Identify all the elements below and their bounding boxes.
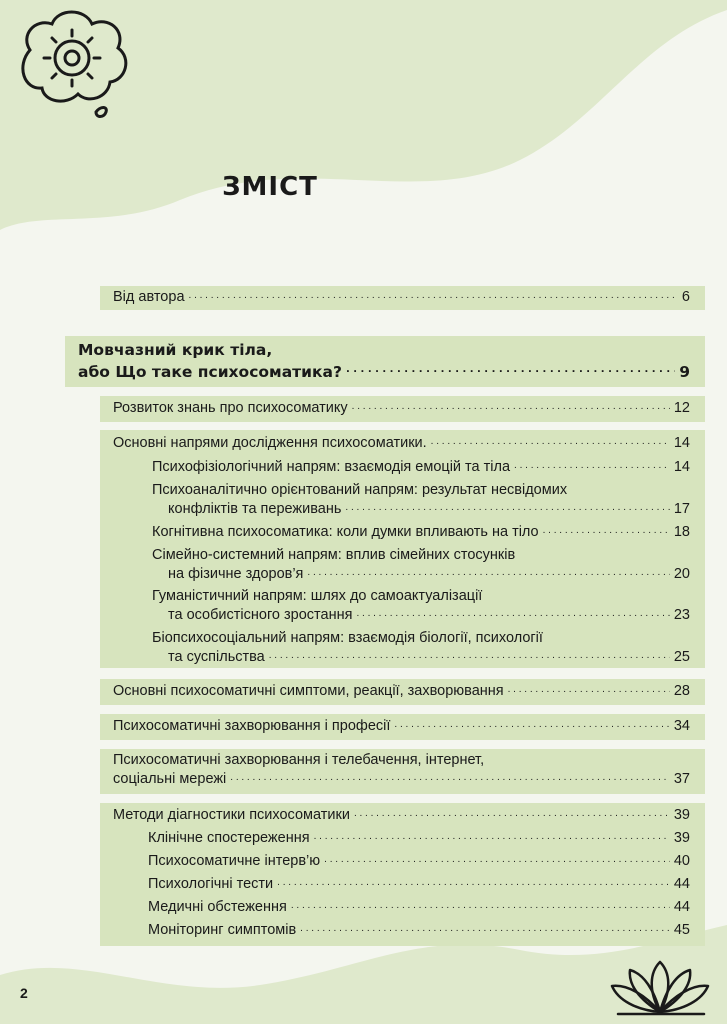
toc-entry-page: 12 xyxy=(673,400,690,416)
toc-entry-symptomy[interactable] xyxy=(113,682,690,701)
dot-leader xyxy=(189,292,678,307)
toc-entry-page: 39 xyxy=(673,807,690,823)
toc-entry-profesii[interactable] xyxy=(113,717,690,736)
toc-entry-page: 39 xyxy=(673,830,690,846)
toc-entry-page: 23 xyxy=(673,607,690,623)
toc-entry-obstezhennia[interactable] xyxy=(148,898,690,917)
toc-entry-psykhofiziol[interactable] xyxy=(152,458,690,477)
toc-entry-title-line1: Мовчазний крик тіла, xyxy=(78,341,273,359)
toc-entry-movchaznyi[interactable] xyxy=(78,339,690,383)
toc-entry-title: Розвиток знань про психосоматику xyxy=(113,400,348,416)
toc-entry-monitorynh[interactable] xyxy=(148,921,690,940)
toc-entry-kohnityvna[interactable] xyxy=(152,523,690,542)
toc-entry-title-line1: Біопсихосоціальний напрям: взаємодія біології, психології xyxy=(152,630,543,646)
page-number: 2 xyxy=(20,985,28,1001)
dot-leader xyxy=(543,527,670,542)
dot-leader xyxy=(394,721,669,736)
toc-entry-page: 20 xyxy=(673,566,690,582)
toc-entry-page: 37 xyxy=(673,771,690,787)
page-title: ЗМІСТ xyxy=(222,172,318,202)
toc-entry-biopsykho[interactable] xyxy=(152,629,690,667)
toc-entry-psykhoanalit[interactable] xyxy=(152,481,690,519)
toc-entry-title-line2: соціальні мережі xyxy=(113,771,227,787)
toc-entry-page: 17 xyxy=(673,501,690,517)
toc-entry-title: Основні психосоматичні симптоми, реакції, захворювання xyxy=(113,683,504,699)
toc-entry-title: Когнітивна психосоматика: коли думки впливають на тіло xyxy=(152,524,539,540)
toc-entry-title-line2: на фізичне здоров’я xyxy=(168,566,304,582)
dot-leader xyxy=(514,462,670,477)
toc-entry-title-line1: Психоаналітично орієнтований напрям: результат несвідомих xyxy=(152,482,568,498)
toc-entry-page: 44 xyxy=(673,876,690,892)
toc-entry-title: Психосоматичні захворювання і професії xyxy=(113,718,391,734)
toc-entry-klinichne[interactable] xyxy=(148,829,690,848)
toc-entry-page: 18 xyxy=(673,524,690,540)
toc-entry-page: 44 xyxy=(673,899,690,915)
toc-entry-title: Моніторинг симптомів xyxy=(148,922,297,938)
toc-entry-title-line1: Сімейно-системний напрям: вплив сімейних стосунків xyxy=(152,547,516,563)
dot-leader xyxy=(356,610,669,625)
toc-entry-testy[interactable] xyxy=(148,875,690,894)
dot-leader xyxy=(431,438,670,453)
dot-leader xyxy=(277,879,670,894)
toc-entry-page: 40 xyxy=(673,853,690,869)
toc-entry-page: 25 xyxy=(673,649,690,665)
dot-leader xyxy=(352,403,670,418)
toc-entry-osnovni-napriamy[interactable] xyxy=(113,434,690,453)
toc-entry-humanist[interactable] xyxy=(152,587,690,625)
dot-leader xyxy=(346,368,675,383)
toc-entry-page: 9 xyxy=(679,363,690,381)
toc-entry-simeino[interactable] xyxy=(152,546,690,584)
dot-leader xyxy=(345,504,669,519)
toc-entry-page: 28 xyxy=(673,683,690,699)
toc-entry-title-line2: конфліктів та переживань xyxy=(168,501,342,517)
dot-leader xyxy=(307,569,669,584)
toc-entry-title-line1: Психосоматичні захворювання і телебачення, інтернет, xyxy=(113,752,485,768)
toc-entry-title: Психосоматичне інтерв’ю xyxy=(148,853,321,869)
dot-leader xyxy=(354,810,670,825)
toc-entry-title: Медичні обстеження xyxy=(148,899,287,915)
toc-entry-title: Клінічне спостереження xyxy=(148,830,310,846)
toc-entry-title-line2: або Що таке психосоматика? xyxy=(78,363,342,381)
toc-entry-telebachennia[interactable] xyxy=(113,751,690,789)
dot-leader xyxy=(269,652,670,667)
toc-entry-interviu[interactable] xyxy=(148,852,690,871)
toc-entry-title: Основні напрями дослідження психосоматики. xyxy=(113,435,427,451)
dot-leader xyxy=(508,686,670,701)
toc-entry-title: Психофізіологічний напрям: взаємодія емоцій та тіла xyxy=(152,459,511,475)
toc-entry-title: Методи діагностики психосоматики xyxy=(113,807,350,823)
toc-entry-page: 45 xyxy=(673,922,690,938)
toc-entry-page: 14 xyxy=(673,459,690,475)
toc-entry-page: 14 xyxy=(673,435,690,451)
dot-leader xyxy=(300,925,670,940)
toc-entry-title-line1: Гуманістичний напрям: шлях до самоактуалізації xyxy=(152,588,483,604)
dot-leader xyxy=(230,774,670,789)
toc-entry-title-line2: та суспільства xyxy=(168,649,265,665)
toc-entry-rozvytok[interactable] xyxy=(113,399,690,418)
toc-entry-title: Психологічні тести xyxy=(148,876,274,892)
toc-entry-page: 6 xyxy=(681,289,690,305)
toc-entry-title: Від автора xyxy=(113,289,185,305)
toc-entry-page: 34 xyxy=(673,718,690,734)
toc-entry-metody[interactable] xyxy=(113,806,690,825)
dot-leader xyxy=(291,902,670,917)
toc-entry-vid-avtora[interactable] xyxy=(113,288,690,307)
dot-leader xyxy=(314,833,670,848)
dot-leader xyxy=(324,856,670,871)
toc-entry-title-line2: та особистісного зростання xyxy=(168,607,353,623)
